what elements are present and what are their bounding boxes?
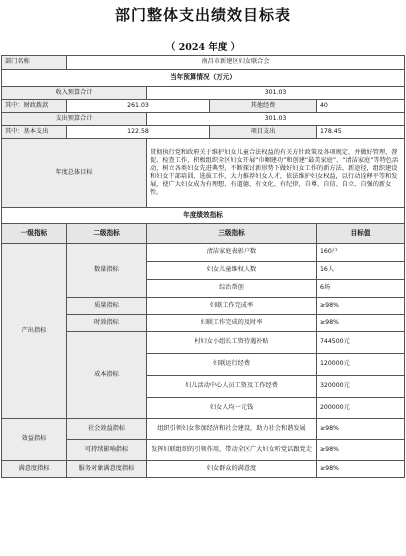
l3-cell: 妇联运行经费 <box>147 354 317 376</box>
perf-header-row <box>2 224 405 244</box>
expense-total-value: 301.03 <box>147 113 405 126</box>
goal-row <box>2 139 405 208</box>
l3-cell: 妇女儿童维权人数 <box>147 262 317 280</box>
l1-output: 产出指标 <box>2 244 67 419</box>
l3-cell: 妇女群众的满意度 <box>147 461 317 478</box>
target-cell: ≥98% <box>317 315 405 332</box>
basic-label: 其中：基本支出 <box>2 126 67 139</box>
fiscal-row <box>2 100 405 113</box>
dept-value: 南昌市新建区妇女联合会 <box>67 56 405 70</box>
l1-benefit: 效益指标 <box>2 419 67 461</box>
l3-cell: 村妇女小组长工资待遇补贴 <box>147 332 317 354</box>
project-value: 178.45 <box>317 126 405 139</box>
basic-row <box>2 126 405 139</box>
fiscal-value: 261.03 <box>67 100 210 113</box>
l3-cell: 妇儿活动中心人员工资及工作经费 <box>147 376 317 398</box>
performance-goal-table <box>1 55 405 478</box>
target-cell: 320000元 <box>317 376 405 398</box>
header-l3: 三级指标 <box>147 224 317 244</box>
expense-total-label: 支出预算合计 <box>2 113 147 126</box>
table-row <box>2 461 405 478</box>
l3-cell: 清洁家庭表彰户数 <box>147 244 317 262</box>
l2-quality: 质量指标 <box>67 298 147 315</box>
dept-row <box>2 56 405 70</box>
l3-cell: 组织引领妇女参加经济和社会建设，助力社会和谐发展 <box>147 419 317 440</box>
income-total-value: 301.03 <box>147 87 405 100</box>
l3-cell: 综治帮创 <box>147 280 317 298</box>
budget-section-title: 当年预算情况（万元） <box>2 70 405 87</box>
target-cell: 744500元 <box>317 332 405 354</box>
other-value: 40 <box>317 100 405 113</box>
other-label: 其他经费 <box>210 100 317 113</box>
header-target: 目标值 <box>317 224 405 244</box>
l1-satisfaction: 满意度指标 <box>2 461 67 478</box>
target-cell: ≥98% <box>317 298 405 315</box>
header-l2: 二级指标 <box>67 224 147 244</box>
l3-cell: 发挥妇联组织的引领作用，带动全区广大妇女听党话跟党走 <box>147 440 317 461</box>
l2-social: 社会效益指标 <box>67 419 147 440</box>
l2-sustain: 可持续影响指标 <box>67 440 147 461</box>
l2-quantity: 数量指标 <box>67 244 147 298</box>
basic-value: 122.58 <box>67 126 210 139</box>
table-row <box>2 244 405 262</box>
fiscal-label: 其中：财政拨款 <box>2 100 67 113</box>
table-row <box>2 419 405 440</box>
header-l1: 一级指标 <box>2 224 67 244</box>
project-label: 项目支出 <box>210 126 317 139</box>
target-cell: 200000元 <box>317 398 405 419</box>
page-title: 部门整体支出绩效目标表 <box>114 6 291 24</box>
l3-cell: 妇女人均一元钱 <box>147 398 317 419</box>
target-cell: ≥98% <box>317 461 405 478</box>
expense-total-row <box>2 113 405 126</box>
target-cell: ≥98% <box>317 419 405 440</box>
l3-cell: 妇联工作完成率 <box>147 298 317 315</box>
goal-label: 年度总体目标 <box>2 139 147 208</box>
perf-section-title: 年度绩效指标 <box>2 208 405 224</box>
income-total-row <box>2 87 405 100</box>
target-cell: 160户 <box>317 244 405 262</box>
target-cell: 120000元 <box>317 354 405 376</box>
income-total-label: 收入预算合计 <box>2 87 147 100</box>
year-label: （ 2024 年度 ） <box>165 42 241 53</box>
goal-text: 贯彻执行党和政府关于维护妇女儿童合法权益的有关方针政策及各项规定，并做好管理、督促、检查工作，积极组织全区妇女开展“巾帼建功”和创建“最美家庭”、“清洁家庭”等特色活动，树立各类妇女先进典型，不断探讨新形势下做好妇女工作的新方法、新途径，组织建设和妇女干部培训、选拔工作，大力推荐妇女人才，依法维护妇女权益，以行动诠释平等和发展，使广大妇女成为有理想、有道德、有文化、有纪律，自尊、自信、自立、自强的新女性。 <box>147 139 405 208</box>
target-cell: 16人 <box>317 262 405 280</box>
target-cell: ≥98% <box>317 440 405 461</box>
l3-cell: 妇联工作完成的及时率 <box>147 315 317 332</box>
target-cell: 6场 <box>317 280 405 298</box>
perf-section-row <box>2 208 405 224</box>
dept-label: 部门名称 <box>2 56 67 70</box>
l2-service: 服务对象满意度指标 <box>67 461 147 478</box>
l2-time: 时效指标 <box>67 315 147 332</box>
budget-section-row <box>2 70 405 87</box>
l2-cost: 成本指标 <box>67 332 147 419</box>
